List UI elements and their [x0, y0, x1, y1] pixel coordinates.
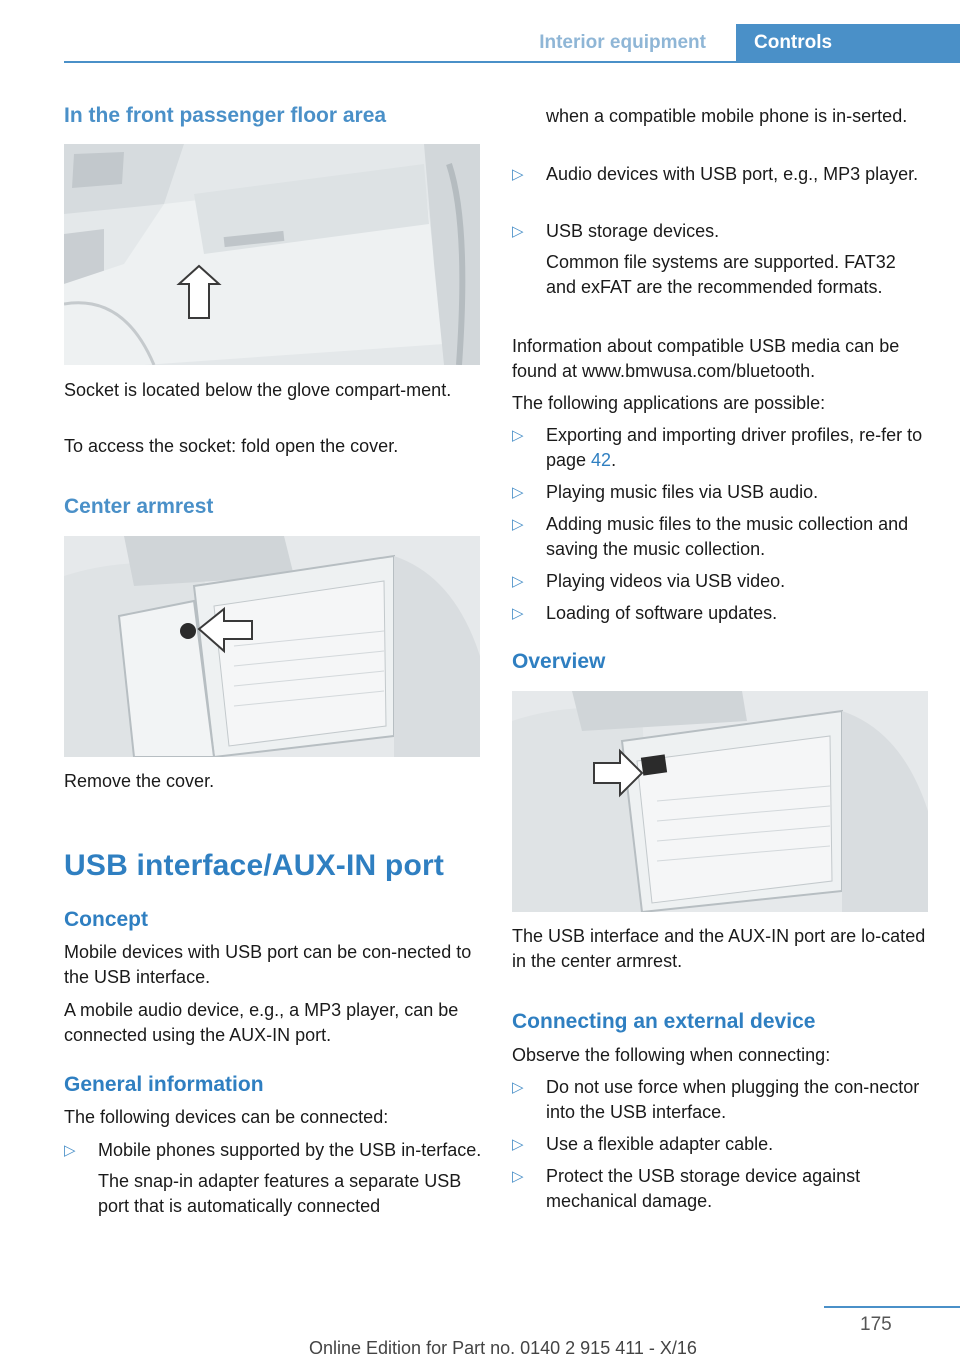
- heading-overview: Overview: [512, 650, 606, 673]
- triangle-bullet-icon: ▷: [512, 223, 524, 240]
- list-item-note-continued: when a compatible mobile phone is in-serted.: [546, 106, 908, 126]
- footer-rule: [824, 1306, 960, 1308]
- list-item: ▷ Audio devices with USB port, e.g., MP3 player.: [512, 162, 930, 187]
- armrest-instruction-text: Remove the cover.: [64, 771, 215, 791]
- heading-general-information: General information: [64, 1073, 264, 1096]
- heading-front-passenger-floor: In the front passenger floor area: [64, 104, 387, 127]
- page-reference-link[interactable]: 42: [591, 450, 612, 470]
- list-item-note: The snap-in adapter features a separate USB port that is automatically connected: [98, 1171, 462, 1216]
- triangle-bullet-icon: ▷: [512, 484, 524, 501]
- armrest-cover-illustration: [64, 536, 480, 757]
- page-number: 175: [860, 1314, 892, 1335]
- list-item: ▷ Protect the USB storage device against mechanical damage.: [512, 1166, 861, 1211]
- list-item-note: Common file systems are supported. FAT32 and exFAT are the recommended formats.: [546, 252, 896, 297]
- heading-concept: Concept: [64, 908, 148, 931]
- list-item: ▷ Use a flexible adapter cable.: [512, 1132, 930, 1157]
- edition-footer: Online Edition for Part no. 0140 2 915 411 - X/16: [309, 1338, 697, 1358]
- triangle-bullet-icon: ▷: [512, 166, 524, 183]
- list-item: ▷ Exporting and importing driver profiles, re-fer to page 42.: [512, 425, 923, 470]
- section-tab-controls[interactable]: Controls: [736, 24, 960, 62]
- triangle-bullet-icon: ▷: [64, 1142, 76, 1159]
- socket-access-text: To access the socket: fold open the cover.: [64, 436, 399, 456]
- heading-center-armrest: Center armrest: [64, 495, 214, 518]
- triangle-bullet-icon: ▷: [512, 605, 524, 622]
- heading-usb-aux-in: USB interface/AUX-IN port: [64, 849, 445, 882]
- triangle-bullet-icon: ▷: [512, 1168, 524, 1185]
- list-item: ▷ Playing videos via USB video.: [512, 569, 930, 594]
- triangle-bullet-icon: ▷: [512, 516, 524, 533]
- header-rule: [64, 61, 960, 63]
- list-item: ▷ USB storage devices. Common file systems are supported. FAT32 and exFAT are the recommended formats.: [512, 219, 930, 300]
- list-item: ▷ Playing music files via USB audio.: [512, 480, 930, 505]
- connecting-intro-text: Observe the following when connecting:: [512, 1045, 831, 1065]
- list-item: ▷ Loading of software updates.: [512, 601, 930, 626]
- usb-media-info-text: Information about compatible USB media can be found at www.bmwusa.com/bluetooth.: [512, 336, 900, 381]
- concept-usb-text: Mobile devices with USB port can be con-nected to the USB interface.: [64, 942, 472, 987]
- page-header: [0, 24, 960, 62]
- general-info-text: The following devices can be connected:: [64, 1107, 389, 1127]
- concept-aux-text: A mobile audio device, e.g., a MP3 player, can be connected using the AUX-IN port.: [64, 1000, 459, 1045]
- list-item: ▷ Adding music files to the music collection and saving the music collection.: [512, 514, 909, 559]
- triangle-bullet-icon: ▷: [512, 573, 524, 590]
- triangle-bullet-icon: ▷: [512, 427, 524, 444]
- socket-location-text: Socket is located below the glove compart-ment.: [64, 380, 452, 400]
- heading-connecting-external-device: Connecting an external device: [512, 1010, 816, 1033]
- usb-port-overview-illustration: [512, 691, 928, 912]
- triangle-bullet-icon: ▷: [512, 1079, 524, 1096]
- list-item: ▷ Do not use force when plugging the con-nector into the USB interface.: [512, 1077, 920, 1122]
- chapter-label: Interior equipment: [539, 32, 706, 53]
- list-item: ▷ Mobile phones supported by the USB in-terface. The snap-in adapter features a separate USB port that is automatically connected: [64, 1138, 484, 1219]
- overview-text: The USB interface and the AUX-IN port are lo-cated in the center armrest.: [512, 926, 926, 971]
- glovebox-illustration: [64, 144, 480, 365]
- triangle-bullet-icon: ▷: [512, 1136, 524, 1153]
- applications-intro-text: The following applications are possible:: [512, 393, 826, 413]
